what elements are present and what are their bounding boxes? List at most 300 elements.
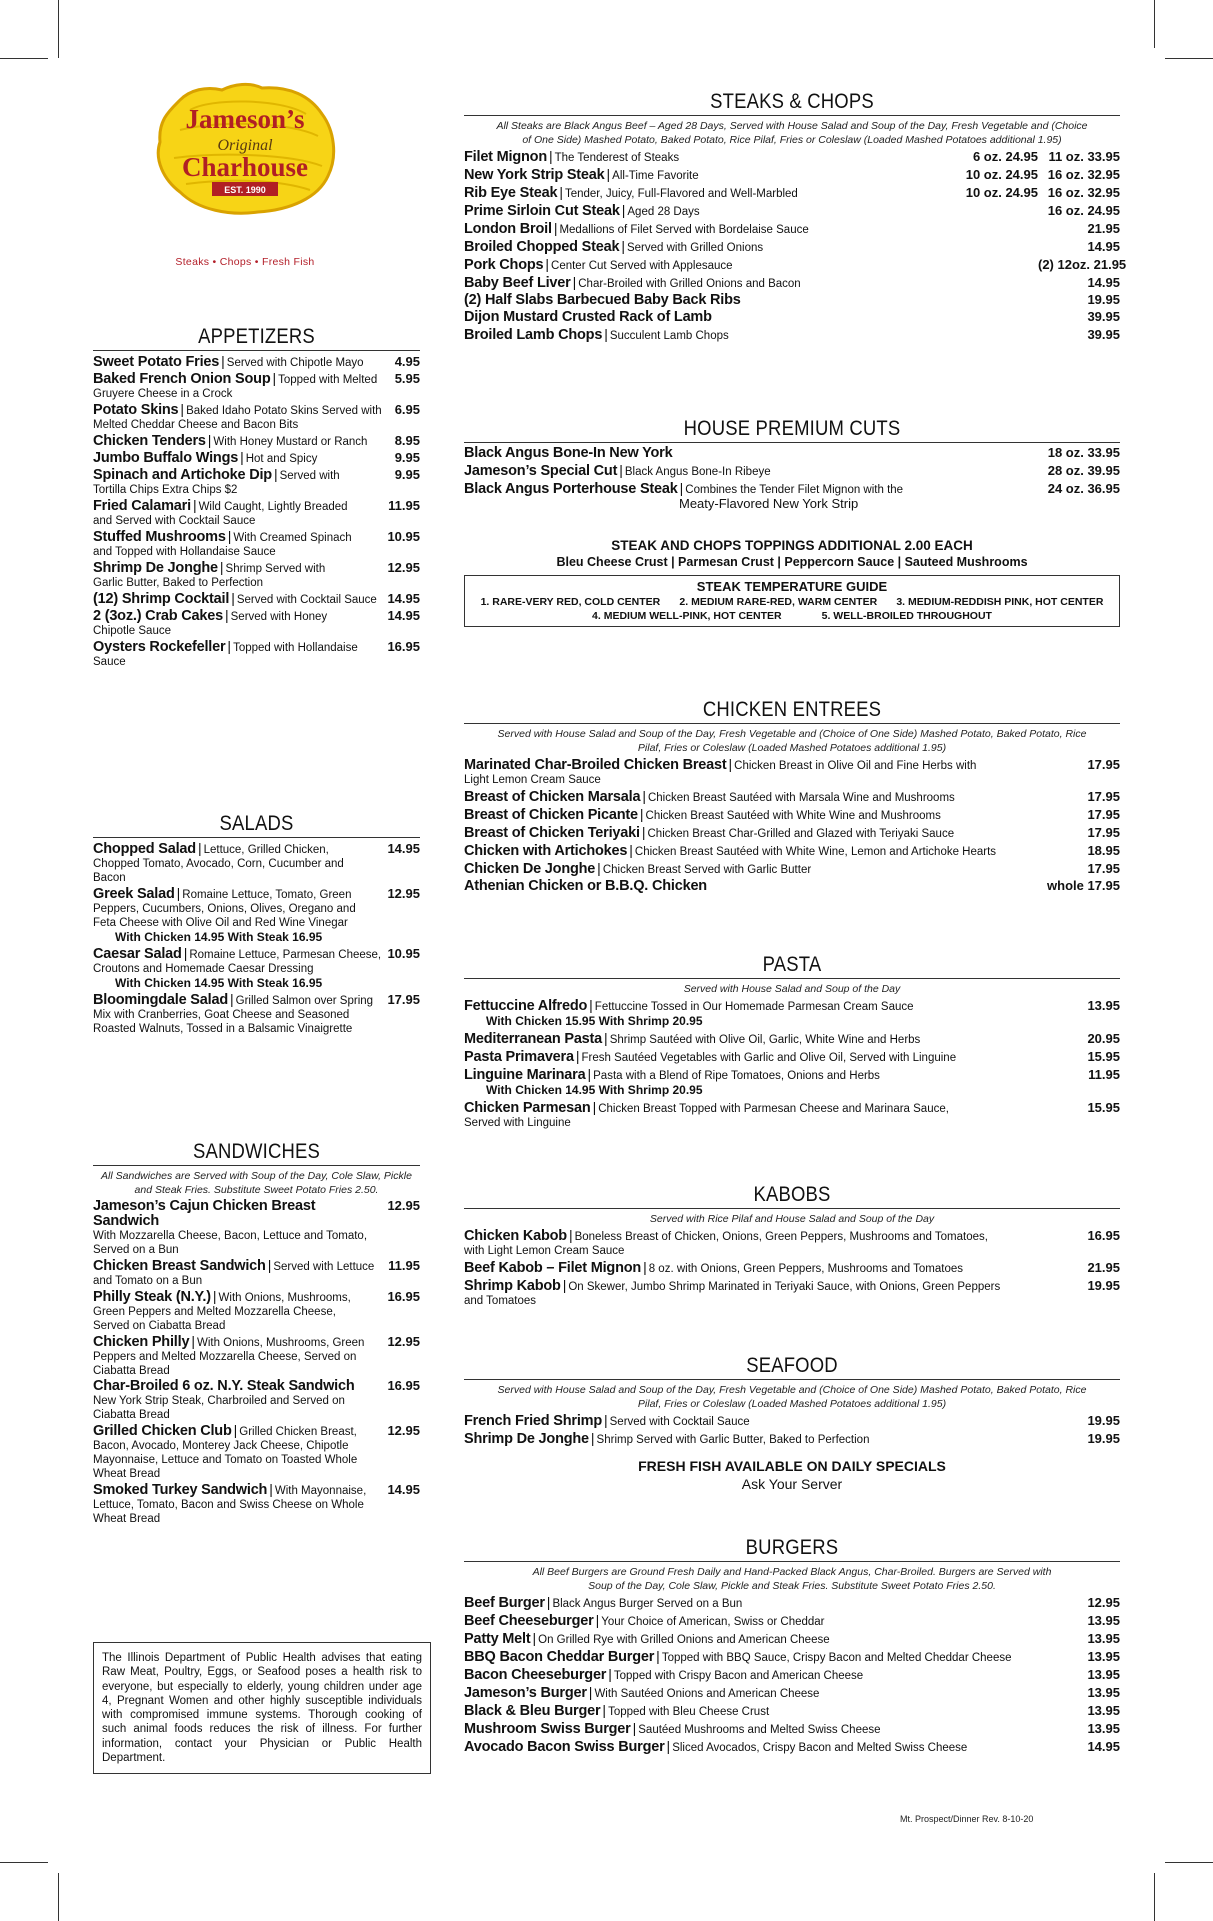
- menu-item-description: Succulent Lamb Chops: [609, 330, 729, 342]
- menu-item: [93, 560, 420, 590]
- menu-item-price: 12.95: [387, 1423, 420, 1438]
- separator: |: [656, 1648, 660, 1664]
- menu-item-row: [464, 789, 1120, 805]
- menu-item-text: [464, 1067, 1082, 1083]
- menu-item-row: [464, 1260, 1120, 1276]
- separator: |: [176, 885, 181, 901]
- menu-item-name: Chicken Philly: [93, 1334, 190, 1350]
- menu-item-row: [93, 433, 420, 449]
- menu-item-price: 16 oz. 32.95: [1047, 167, 1120, 182]
- crop-mark: [1154, 1873, 1155, 1921]
- menu-item: [464, 825, 1120, 841]
- menu-item-text: [93, 498, 382, 514]
- menu-item-name: Broiled Chopped Steak: [464, 239, 620, 255]
- menu-item-price: 12.95: [387, 1334, 420, 1349]
- menu-item-text: [464, 1278, 1081, 1294]
- menu-item-description-cont: Chopped Tomato, Avocado, Corn, Cucumber and Bacon: [93, 858, 344, 884]
- separator: |: [207, 432, 212, 448]
- menu-item-description: Chicken Breast in Olive Oil and Fine Herbs with: [734, 760, 977, 772]
- temp-4: 4. MEDIUM WELL-PINK, HOT CENTER: [592, 610, 782, 622]
- menu-item: [464, 327, 1120, 343]
- menu-item: [464, 789, 1120, 805]
- menu-item-price: 21.95: [1087, 221, 1120, 236]
- kabobs-list: [464, 1228, 1120, 1308]
- menu-item-text: [464, 1631, 1081, 1647]
- menu-item-price: (2) 12oz. 21.95: [1038, 257, 1127, 272]
- menu-item-row: [93, 467, 420, 483]
- menu-item-price: 24 oz. 36.95: [1047, 481, 1120, 496]
- menu-item-price: 16.95: [387, 1378, 420, 1393]
- menu-item-description-cont: Light Lemon Cream Sauce: [464, 774, 601, 786]
- menu-item-price: 11.95: [388, 498, 420, 513]
- separator: |: [619, 462, 623, 478]
- menu-item-description-cont: and Topped with Hollandaise Sauce: [93, 546, 276, 558]
- menu-item-row: [93, 1482, 420, 1498]
- menu-item-description: Fettuccine Tossed in Our Homemade Parmesan Cream Sauce: [594, 1001, 914, 1013]
- crop-mark: [58, 1873, 59, 1921]
- menu-item-text: [464, 998, 1081, 1014]
- menu-item-name: Baked French Onion Soup: [93, 371, 271, 387]
- separator: |: [548, 148, 553, 164]
- menu-item-price: 9.95: [394, 467, 420, 482]
- menu-item: [464, 167, 1120, 183]
- section-note: Served with House Salad and Soup of the Day, Fresh Vegetable and (Choice of One Side) Mashed Potato, Baked Potato, Rice Pilaf, Fries or Coleslaw (Loaded Mashed Potatoes additional 1.95): [497, 728, 1087, 754]
- menu-item-description-cont: Peppers and Melted Mozzarella Cheese, Served on Ciabatta Bread: [93, 1351, 357, 1377]
- menu-item-price: 19.95: [1087, 1431, 1120, 1446]
- menu-item-text: [93, 433, 389, 449]
- menu-item-description: Boneless Breast of Chicken, Onions, Green Peppers, Mushrooms and Tomatoes,: [574, 1231, 988, 1243]
- menu-item-price: 8.95: [394, 433, 420, 448]
- menu-item-name: Prime Sirloin Cut Steak: [464, 203, 620, 219]
- menu-item-description: Topped with Crispy Bacon and American Cheese: [613, 1670, 864, 1682]
- menu-item-price: 12.95: [387, 886, 420, 901]
- menu-item-name: Pasta Primavera: [464, 1049, 574, 1065]
- menu-item-name: Marinated Char-Broiled Chicken Breast: [464, 757, 727, 773]
- menu-item-description: Medallions of Filet Served with Bordelaise Sauce: [559, 224, 809, 236]
- menu-item-name: Bacon Cheeseburger: [464, 1667, 607, 1683]
- menu-item-text: [464, 221, 953, 237]
- menu-item-text: [93, 886, 381, 902]
- separator: |: [219, 559, 224, 575]
- separator: |: [643, 1259, 647, 1275]
- menu-item-name: Avocado Bacon Swiss Burger: [464, 1739, 665, 1755]
- menu-item-text: [464, 1413, 1081, 1429]
- menu-item-description: On Skewer, Jumbo Shrimp Marinated in Teriyaki Sauce, with Onions, Green Peppers: [568, 1281, 1001, 1293]
- section-note: Served with House Salad and Soup of the Day: [683, 983, 901, 995]
- menu-item-row: [464, 757, 1120, 773]
- menu-item: [464, 1721, 1120, 1737]
- menu-item-name: Sweet Potato Fries: [93, 354, 220, 370]
- menu-item-text: [464, 1031, 1081, 1047]
- menu-item-text: [93, 591, 381, 607]
- menu-item-price: 17.95: [1087, 861, 1120, 876]
- menu-item-description: The Tenderest of Steaks: [554, 152, 680, 164]
- menu-item-row: [464, 1413, 1120, 1429]
- menu-item-text: [93, 1423, 381, 1439]
- pasta-list: [464, 998, 1120, 1130]
- menu-item-name: Potato Skins: [93, 402, 179, 418]
- menu-item-price: 5.95: [394, 371, 420, 386]
- menu-item-name: Greek Salad: [93, 886, 175, 902]
- menu-item-row: [464, 1067, 1120, 1083]
- menu-item-name: Filet Mignon: [464, 149, 547, 165]
- menu-item-name: Beef Kabob – Filet Mignon: [464, 1260, 642, 1276]
- menu-item-text: [464, 149, 953, 165]
- menu-item: [464, 807, 1120, 823]
- premium-list: [464, 446, 1120, 511]
- menu-item: [464, 843, 1120, 859]
- menu-item-description: Hot and Spicy: [245, 453, 318, 465]
- menu-item-price: 9.95: [394, 450, 420, 465]
- menu-item-price: 14.95: [1087, 275, 1120, 290]
- separator: |: [641, 824, 646, 840]
- menu-item: [93, 639, 420, 669]
- menu-item: [93, 946, 420, 991]
- salads-list: [93, 841, 420, 1036]
- separator: |: [639, 806, 644, 822]
- menu-item-row: [93, 1289, 420, 1305]
- temp-3: 3. MEDIUM-REDDISH PINK, HOT CENTER: [896, 596, 1104, 608]
- menu-item-row: [464, 807, 1120, 823]
- menu-item-text: [464, 239, 953, 255]
- menu-item-name: Shrimp De Jonghe: [93, 560, 218, 576]
- menu-item-text: [93, 402, 389, 418]
- menu-item-description: Lettuce, Grilled Chicken,: [203, 844, 329, 856]
- menu-item: [93, 1423, 420, 1481]
- menu-item-row: [464, 221, 1120, 237]
- menu-item-row: [93, 529, 420, 545]
- menu-item-name: Mediterranean Pasta: [464, 1031, 603, 1047]
- menu-item-text: [464, 310, 953, 325]
- menu-item-description-cont: Tortilla Chips Extra Chips $2: [93, 484, 238, 496]
- menu-item-description: Shrimp Sautéed with Olive Oil, Garlic, White Wine and Herbs: [609, 1034, 921, 1046]
- separator: |: [221, 353, 225, 369]
- menu-item-row: [464, 1613, 1120, 1629]
- section-title: KABOBS: [753, 1183, 831, 1206]
- menu-item-text: [464, 203, 953, 219]
- separator: |: [595, 1612, 600, 1628]
- menu-item-price: 20.95: [1087, 1031, 1120, 1046]
- menu-item-add-on: With Chicken 14.95 With Shrimp 20.95: [486, 1083, 703, 1097]
- menu-item-price: 17.95: [387, 992, 420, 1007]
- menu-item-price: 11.95: [388, 1258, 420, 1273]
- menu-item-description: Chicken Breast Served with Garlic Butter: [602, 864, 812, 876]
- menu-item-price: 17.95: [1087, 825, 1120, 840]
- menu-item-description: Your Choice of American, Swiss or Cheddar: [601, 1616, 825, 1628]
- menu-item-name: Pork Chops: [464, 257, 544, 273]
- menu-item-description: With Honey Mustard or Ranch: [213, 436, 368, 448]
- menu-item-text: [464, 257, 953, 273]
- section-note: Served with Rice Pilaf and House Salad and Soup of the Day: [649, 1213, 935, 1225]
- menu-item-description: Center Cut Served with Applesauce: [551, 260, 733, 272]
- menu-item-price: 13.95: [1087, 998, 1120, 1013]
- menu-item-name: Baby Beef Liver: [464, 275, 571, 291]
- menu-item-description: Sliced Avocados, Crispy Bacon and Melted Swiss Cheese: [672, 1742, 968, 1754]
- temp-5: 5. WELL-BROILED THROUGHOUT: [821, 610, 992, 622]
- menu-item-text: [464, 481, 1024, 497]
- burgers-section: [464, 1535, 1120, 1757]
- menu-item-description: Black Angus Burger Served on a Bun: [552, 1598, 743, 1610]
- menu-item-price: 39.95: [1087, 327, 1120, 342]
- menu-item-price: 16.95: [387, 639, 420, 654]
- menu-item-description: Chicken Breast Sautéed with White Wine and Mushrooms: [645, 810, 941, 822]
- logo-tagline: Steaks • Chops • Fresh Fish: [175, 256, 315, 268]
- menu-item-price: 13.95: [1087, 1667, 1120, 1682]
- menu-item-description-cont: Chipotle Sauce: [93, 625, 171, 637]
- menu-item-row: [93, 1199, 420, 1229]
- menu-item-description: Served with Grilled Onions: [626, 242, 764, 254]
- menu-item-description: On Grilled Rye with Grilled Onions and American Cheese: [538, 1634, 830, 1646]
- separator: |: [180, 401, 185, 417]
- menu-item-name: Black Angus Bone-In New York: [464, 445, 673, 461]
- menu-item-name: Shrimp Kabob: [464, 1278, 561, 1294]
- menu-item: [93, 354, 420, 370]
- separator: |: [224, 607, 229, 623]
- menu-item-text: [464, 1228, 1081, 1244]
- menu-item-text: [464, 879, 1041, 894]
- health-notice: The Illinois Department of Public Health advises that eating Raw Meat, Poultry, Eggs, or Seafood poses a health risk to everyone, but especially to elderly, young children under age 4, Pregnant Women and other highly susceptible individuals with compromised immune systems. Thorough cooking of such animal foods reduces the risk of illness. For further information, contact your Physician or Public Health Department.: [93, 1642, 431, 1774]
- separator: |: [572, 274, 577, 290]
- menu-item-text: [464, 789, 1081, 805]
- menu-item-price: 14.95: [387, 1482, 420, 1497]
- separator: |: [575, 1048, 580, 1064]
- menu-item: [93, 498, 420, 528]
- separator: |: [604, 326, 608, 342]
- menu-item-price: 17.95: [1087, 757, 1120, 772]
- crop-mark: [1154, 0, 1155, 48]
- menu-item-name: Athenian Chicken or B.B.Q. Chicken: [464, 878, 707, 894]
- sandwiches-section: [93, 1139, 420, 1527]
- separator: |: [604, 1412, 608, 1428]
- menu-item-text: [464, 1049, 1081, 1065]
- separator: |: [229, 991, 234, 1007]
- menu-item-row: [93, 1379, 420, 1394]
- separator: |: [553, 220, 558, 236]
- menu-item-name: Smoked Turkey Sandwich: [93, 1482, 268, 1498]
- menu-item-description-cont: Green Peppers and Melted Mozzarella Cheese, Served on Ciabatta Bread: [93, 1306, 336, 1332]
- separator: |: [197, 840, 202, 856]
- menu-item-text: [464, 1685, 1081, 1701]
- menu-item-text: [464, 275, 953, 291]
- menu-item-description-cont: and Tomatoes: [464, 1295, 537, 1307]
- menu-item: [464, 446, 1120, 461]
- menu-item-description: Topped with BBQ Sauce, Crispy Bacon and Melted Cheddar Cheese: [661, 1652, 1012, 1664]
- menu-item: [464, 293, 1120, 308]
- menu-item-row: [464, 1031, 1120, 1047]
- menu-item: [93, 992, 420, 1036]
- menu-item-row: [464, 463, 1120, 479]
- menu-item-price: 12.95: [387, 560, 420, 575]
- menu-item-price-small: 10 oz. 24.95: [965, 185, 1038, 200]
- menu-item-description: Sautéed Mushrooms and Melted Swiss Cheese: [638, 1724, 881, 1736]
- menu-item-price: 15.95: [1087, 1049, 1120, 1064]
- menu-item-text: [464, 1739, 1081, 1755]
- steaks-list: [464, 148, 1127, 343]
- menu-item-price: 19.95: [1087, 1278, 1120, 1293]
- separator: |: [728, 756, 733, 772]
- crop-mark: [58, 0, 59, 58]
- toppings-title: STEAK AND CHOPS TOPPINGS ADDITIONAL 2.00 EACH: [611, 538, 973, 553]
- menu-item-row: [464, 1100, 1120, 1116]
- menu-item-name: Jameson’s Cajun Chicken Breast Sandwich: [93, 1198, 316, 1229]
- menu-item: [464, 1031, 1120, 1047]
- menu-item-add-on: With Chicken 14.95 With Steak 16.95: [115, 976, 323, 990]
- temperature-guide-title: STEAK TEMPERATURE GUIDE: [696, 579, 888, 594]
- menu-item: [464, 310, 1120, 325]
- menu-item-description: Wild Caught, Lightly Breaded: [198, 501, 348, 513]
- menu-item-text: [464, 1703, 1081, 1719]
- menu-item-row: [464, 998, 1120, 1014]
- separator: |: [629, 842, 633, 858]
- menu-item-description: Chicken Breast Topped with Parmesan Cheese and Marinara Sauce,: [598, 1103, 949, 1115]
- menu-item-price: 13.95: [1087, 1721, 1120, 1736]
- menu-item-row: [464, 256, 1127, 273]
- menu-item-name: Jameson’s Special Cut: [464, 463, 618, 479]
- menu-item-description-cont: Meaty-Flavored New York Strip: [679, 496, 859, 511]
- menu-item-name: Caesar Salad: [93, 946, 182, 962]
- menu-item-row: [464, 275, 1120, 291]
- menu-item-text: [464, 1613, 1081, 1629]
- menu-item-price: 16.95: [387, 1289, 420, 1304]
- temp-2: 2. MEDIUM RARE-RED, WARM CENTER: [679, 596, 878, 608]
- menu-item-add-on: With Chicken 15.95 With Shrimp 20.95: [486, 1014, 703, 1028]
- menu-item: [93, 467, 420, 497]
- menu-item-name: Breast of Chicken Teriyaki: [464, 825, 640, 841]
- menu-item-price: 19.95: [1087, 1413, 1120, 1428]
- separator: |: [532, 1630, 537, 1646]
- menu-item-name: Spinach and Artichoke Dip: [93, 467, 272, 483]
- menu-item: [93, 1482, 420, 1526]
- burgers-list: [464, 1595, 1120, 1755]
- menu-item-description: Aged 28 Days: [627, 206, 700, 218]
- menu-item-price-small: 10 oz. 24.95: [965, 167, 1038, 182]
- menu-item-price: 28 oz. 39.95: [1047, 463, 1120, 478]
- menu-item-row: [464, 1739, 1120, 1755]
- menu-item-row: [464, 481, 1120, 497]
- menu-item-description: Served with Lettuce: [273, 1261, 375, 1273]
- section-title: PASTA: [762, 953, 822, 976]
- menu-item-price: 17.95: [1087, 789, 1120, 804]
- separator: |: [679, 480, 684, 496]
- menu-item-name: Jameson’s Burger: [464, 1685, 587, 1701]
- menu-item-description: With Sautéed Onions and American Cheese: [594, 1688, 820, 1700]
- menu-item-name: Chicken with Artichokes: [464, 843, 628, 859]
- menu-item: [93, 450, 420, 466]
- separator: |: [642, 788, 646, 804]
- section-title: SANDWICHES: [192, 1140, 321, 1163]
- menu-item-text: [464, 1721, 1081, 1737]
- menu-item-name: Patty Melt: [464, 1631, 531, 1647]
- logo-line2: Original: [217, 137, 273, 154]
- menu-item-row: [93, 841, 420, 857]
- menu-item-text: [464, 1667, 1081, 1683]
- menu-item-row: [464, 167, 1120, 183]
- menu-item-description: With Mayonnaise,: [274, 1485, 367, 1497]
- menu-item-text: [93, 1258, 382, 1274]
- menu-item-description: With Onions, Mushrooms,: [218, 1292, 351, 1304]
- menu-item-row: [464, 327, 1120, 343]
- salads-section: [93, 811, 420, 1037]
- menu-item: [93, 402, 420, 432]
- menu-item-description: Served with Cocktail Sauce: [236, 594, 377, 606]
- section-title: BURGERS: [745, 1536, 839, 1559]
- menu-item-description: Chicken Breast Sautéed with Marsala Wine and Mushrooms: [647, 792, 955, 804]
- separator: |: [227, 528, 232, 544]
- menu-item-price: 39.95: [1087, 309, 1120, 324]
- separator: |: [590, 1430, 595, 1446]
- menu-item: [93, 841, 420, 885]
- menu-item-row: [464, 1721, 1120, 1737]
- menu-item-name: Breast of Chicken Marsala: [464, 789, 641, 805]
- menu-item: [93, 608, 420, 638]
- separator: |: [227, 638, 232, 654]
- separator: |: [233, 1422, 238, 1438]
- menu-item: [464, 1685, 1120, 1701]
- menu-item-description-cont: Mix with Cranberries, Goat Cheese and Seasoned Roasted Walnuts, Tossed in a Balsamic Vinaigrette: [93, 1009, 353, 1035]
- menu-item-price: 14.95: [1087, 1739, 1120, 1754]
- separator: |: [621, 202, 626, 218]
- menu-item: [93, 591, 420, 607]
- section-note: Served with House Salad and Soup of the Day, Fresh Vegetable and (Choice of One Side) Mashed Potato, Baked Potato, Rice Pilaf, Fries or Coleslaw (Loaded Mashed Potatoes additional 1.95): [497, 1384, 1087, 1410]
- menu-item: [93, 1199, 420, 1257]
- menu-item-row: [93, 608, 420, 624]
- separator: |: [183, 945, 188, 961]
- menu-item-price: 10.95: [387, 529, 420, 544]
- menu-item-row: [464, 825, 1120, 841]
- menu-item-row: [93, 402, 420, 418]
- menu-item-row: [464, 1685, 1120, 1701]
- menu-item-name: Beef Burger: [464, 1595, 545, 1611]
- menu-item-description-cont: With Mozzarella Cheese, Bacon, Lettuce and Tomato, Served on a Bun: [93, 1230, 368, 1256]
- menu-item-name: Fettuccine Alfredo: [464, 998, 588, 1014]
- menu-item-text: [464, 1100, 1081, 1116]
- menu-item-price: 13.95: [1087, 1685, 1120, 1700]
- menu-item-description: Baked Idaho Potato Skins Served with: [186, 405, 382, 417]
- menu-item-description: With Onions, Mushrooms, Green: [196, 1337, 365, 1349]
- ask-server-note: Ask Your Server: [741, 1476, 843, 1492]
- menu-item-row: [464, 185, 1120, 201]
- menu-item: [464, 1739, 1120, 1755]
- menu-item-description: Tender, Juicy, Full-Flavored and Well-Marbled: [564, 188, 798, 200]
- menu-item-name: Rib Eye Steak: [464, 185, 558, 201]
- menu-item-name: 2 (3oz.) Crab Cakes: [93, 608, 223, 624]
- logo-line3: Charhouse: [181, 152, 309, 182]
- menu-item-name: Beef Cheeseburger: [464, 1613, 594, 1629]
- menu-item-row: [93, 498, 420, 514]
- menu-item-text: [464, 293, 953, 308]
- menu-item-text: [93, 946, 381, 962]
- menu-item-text: [464, 1431, 1081, 1447]
- menu-item: [93, 886, 420, 945]
- menu-item-row: [464, 861, 1120, 877]
- appetizers-section: [93, 324, 420, 670]
- menu-item-description: Shrimp Served with Garlic Butter, Baked to Perfection: [596, 1434, 870, 1446]
- menu-item-row: [464, 446, 1120, 461]
- appetizers-list: [93, 354, 420, 669]
- separator: |: [592, 1099, 597, 1115]
- menu-item-text: [93, 841, 381, 857]
- menu-item-price: 10.95: [387, 946, 420, 961]
- menu-item-description-cont: Gruyere Cheese in a Crock: [93, 388, 233, 400]
- menu-item-row: [93, 354, 420, 370]
- menu-item-row: [93, 591, 420, 607]
- menu-item-description-cont: with Light Lemon Cream Sauce: [464, 1245, 625, 1257]
- menu-item-name: Chicken Kabob: [464, 1228, 567, 1244]
- menu-item: [464, 1100, 1120, 1130]
- menu-item: [93, 1379, 420, 1422]
- menu-item-description: Char-Broiled with Grilled Onions and Bacon: [578, 278, 801, 290]
- menu-item: [93, 529, 420, 559]
